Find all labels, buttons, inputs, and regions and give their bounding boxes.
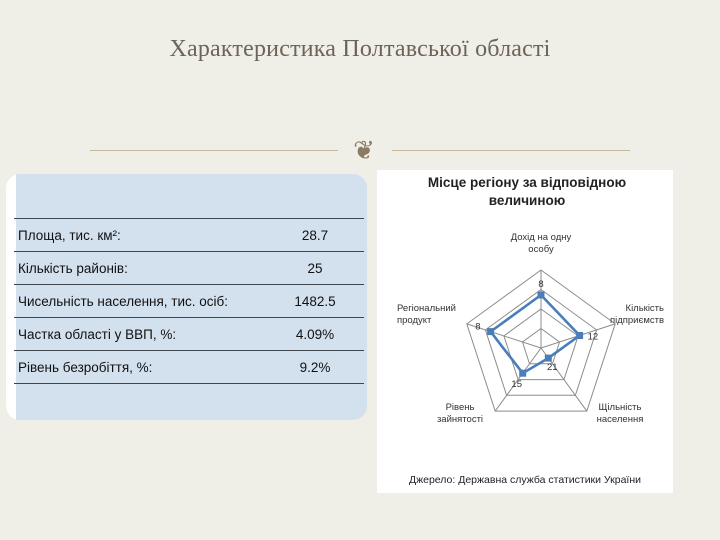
chart-title-line-1: Місце регіону за відповідною [427,175,627,190]
row-value: 9.2% [266,351,364,384]
divider-left [90,150,338,151]
row-label: Рівень безробіття, %: [14,351,266,384]
row-value: 25 [266,252,364,285]
data-label: 21 [547,362,558,374]
row-label: Кількість районів: [14,252,266,285]
table-row [14,318,364,351]
category-label [597,402,644,425]
category-label-line: Рівень [445,402,475,413]
slide-title: Характеристика Полтавської області [169,36,551,62]
category-label-line: зайнятості [436,414,484,425]
series-line [491,295,580,373]
stats-table [14,218,364,384]
row-value: 4.09% [266,318,364,351]
data-point [538,292,545,299]
scroll-ornament-icon: ❦ [353,136,375,166]
row-value: 28.7 [266,219,364,252]
data-label: 15 [511,379,522,391]
category-label [511,232,572,255]
table-row [14,252,364,285]
data-label: 8 [475,321,481,333]
category-label-line: особу [528,244,554,255]
data-label: 12 [587,331,599,343]
category-label [437,402,483,425]
category-label-line: Щільність [598,402,642,413]
row-value: 1482.5 [266,285,364,318]
divider-right [392,150,630,151]
category-label-line: Дохід на одну [510,232,572,243]
category-label-line: Регіональний [397,303,456,314]
data-label: 8 [538,279,544,290]
radar-series [475,279,598,390]
data-point [545,355,552,362]
radar-labels [397,232,664,425]
radar-chart-panel [377,170,673,493]
table-row [14,285,364,318]
row-label: Чисельність населення, тис. осіб: [14,285,266,318]
row-label: Площа, тис. км²: [14,219,266,252]
category-label-line: Кількість [625,303,664,314]
category-label [610,303,664,326]
data-point [576,332,583,339]
stats-table-panel [6,174,367,420]
category-label-line: підприємств [609,315,664,326]
chart-source: Джерело: Державна служба статистики України [408,474,642,486]
radar-chart [377,170,673,493]
table-row [14,219,364,252]
category-label-line: продукт [397,315,432,326]
table-row [14,351,364,384]
category-label-line: населення [596,414,644,425]
category-label [397,303,456,326]
chart-title-line-2: величиною [488,193,566,208]
data-point [519,370,526,377]
data-point [487,328,494,335]
row-label: Частка області у ВВП, %: [14,318,266,351]
